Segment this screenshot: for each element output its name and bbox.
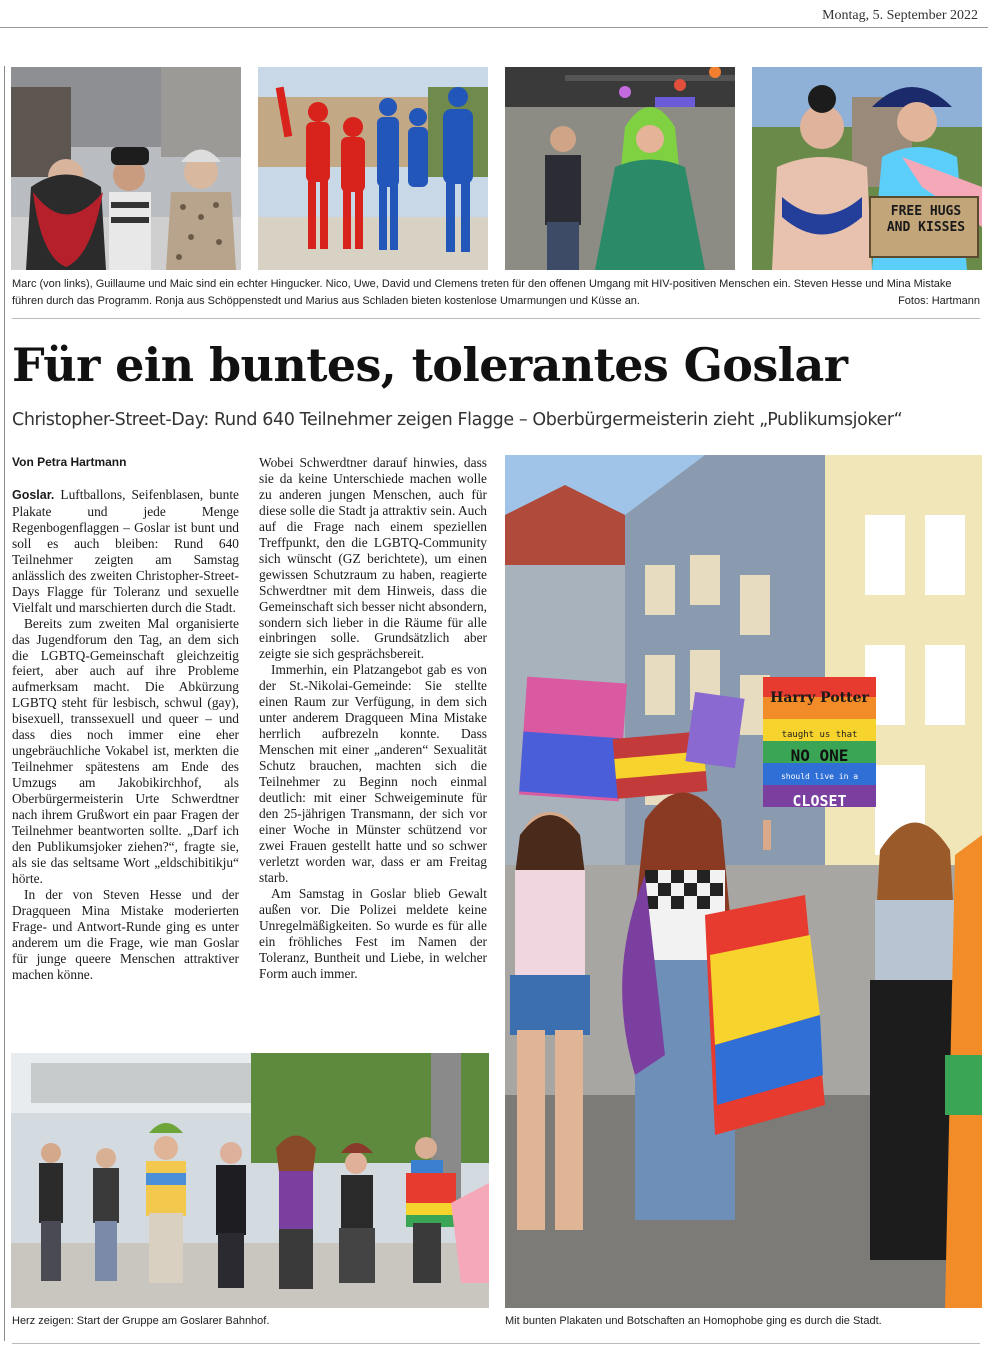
article-paragraph: In der von Steven Hesse und der Dragqueen Mina Mistake moderierten Frage- und Antwort-Runde ging es unter anderem um die Frage, wie man Goslar für junge queere Menschen attraktiver machen könne.: [12, 886, 239, 982]
photo-costumed-trio: [11, 67, 241, 270]
photo-group-station: [11, 1053, 489, 1308]
article-paragraph: Immerhin, ein Platzangebot gab es von der St.-Nikolai-Gemeinde: Sie stellte einen Raum zur Verfügung, in dem sich unter anderem Dragqueen Mina Mistake herrlich aufbrezeln konnte. Dass Menschen mit einer „anderen“ Sexualität Schutz brauchen, machten sich die Teilnehmer zu Beginn noch einmal deutlich: mit einer Schweigeminute für den 25-jährigen Transmann, der sich vor einer Woche in Münster schützend vor zwei Frauen gestellt hatte und so schwer verletzt worden war, dass er am Freitag starb.: [259, 662, 487, 885]
photo-credit: Fotos: Hartmann: [898, 295, 980, 307]
article-dateline: Goslar.: [12, 488, 55, 502]
paragraph-text: Luftballons, Seifenblasen, bunte Plakate und jede Menge Regenbogenflaggen – Goslar ist bunt und soll es auch bleiben: Rund 640 Teilnehmer zeigten am Samstag anlässlich des zweiten Christopher-Street-Days Flagge für Toleranz und sexuelle Vielfalt und marschierten durch die Stadt.: [12, 487, 239, 615]
top-caption-text: Marc (von links), Guillaume und Maic sind ein echter Hingucker. Nico, Uwe, David und Clemens treten für den offenen Umgang mit HIV-positiven Menschen ein. Steven Hesse und Mina Mistake führen durch das Programm. Ronja aus Schöppenstedt und Marius aus Schladen bieten kostenlose Umarmungen und Küsse an.: [12, 278, 952, 307]
photo-parade-signs: [505, 455, 982, 1308]
right-photo-caption: Mit bunten Plakaten und Botschaften an Homophobe ging es durch die Stadt.: [505, 1315, 882, 1327]
photo-stage-drag-queen: [505, 67, 735, 270]
top-rule: [0, 27, 988, 28]
sign-closet: CLOSET: [792, 792, 847, 810]
caption-rule: [12, 318, 980, 319]
article-paragraph: [12, 487, 239, 616]
photo-morphsuits: [258, 67, 488, 270]
left-margin-rule: [4, 66, 5, 1341]
subheadline: Christopher-Street-Day: Rund 640 Teilnehmer zeigen Flagge – Oberbürgermeisterin zieht „Publikumsjoker“: [12, 410, 903, 430]
sign-harry-potter: Harry Potter: [770, 690, 869, 706]
free-hugs-sign-text: FREE HUGS AND KISSES: [886, 204, 966, 235]
sign-should-live: should live in a: [780, 772, 859, 781]
article-column-2: [259, 455, 487, 981]
byline: Von Petra Hartmann: [12, 455, 127, 469]
article-column-1: [12, 487, 239, 983]
article-paragraph: Bereits zum zweiten Mal organisierte das Jugendforum den Tag, an dem sich die LGBTQ-Gemeinschaft gleichzeitig feiert, aber auch auf ihre Probleme aufmerksam macht. Die Abkürzung LGBTQ steht für lesbisch, schwul (gay), bisexuell, transsexuell und queer – und dass dies noch immer eine eher ungebräuchliche Vokabel ist, merkten die Teilnehmer spätestens am Ende des Umzugs am Jakobikirchhof, als Oberbürgermeisterin Urte Schwerdtner nach ihrem Grußwort ein paar Fragen der Teilnehmer beantworten sollte. „Darf ich den Publikumsjoker ziehen?“, fragte sie, als sie das seltsame Wort „eldschibitikju“ hörte.: [12, 615, 239, 886]
top-photo-caption: [12, 276, 980, 310]
sign-no-one: NO ONE: [790, 746, 849, 765]
article-paragraph: Am Samstag in Goslar blieb Gewalt außen vor. Die Polizei meldete keine Unregelmäßigkeiten. So wurde es für alle ein fröhliches Fest im Namen der Toleranz, Buntheit und Liebe, in welcher Form auch immer.: [259, 885, 487, 981]
sign-taught-us: taught us that: [781, 730, 858, 740]
bottom-rule: [12, 1343, 980, 1344]
bottom-left-caption: Herz zeigen: Start der Gruppe am Goslarer Bahnhof.: [12, 1315, 270, 1327]
dateline: Montag, 5. September 2022: [822, 8, 978, 23]
headline: Für ein buntes, tolerantes Goslar: [12, 338, 848, 392]
photo-free-hugs: [752, 67, 982, 270]
article-paragraph: Wobei Schwerdtner darauf hinwies, dass sie da keine Unterschiede machen wolle zu anderen jungen Menschen, auch für diese solle die Stadt ja attraktiv sein. Auch auf die Frage nach einem speziellen Treffpunkt, den die LGBTQ-Community sich wünscht (GZ berichtete), um einen gewissen Schutzraum zu haben, reagierte Schwerdtner mit dem Hinweis, dass die Gemeinschaft sich besser nicht absondern, sondern sich lieber in die Räume für alle einbringen solle. Grundsätzlich aber zeigte sie sich gesprächsbereit.: [259, 455, 487, 662]
